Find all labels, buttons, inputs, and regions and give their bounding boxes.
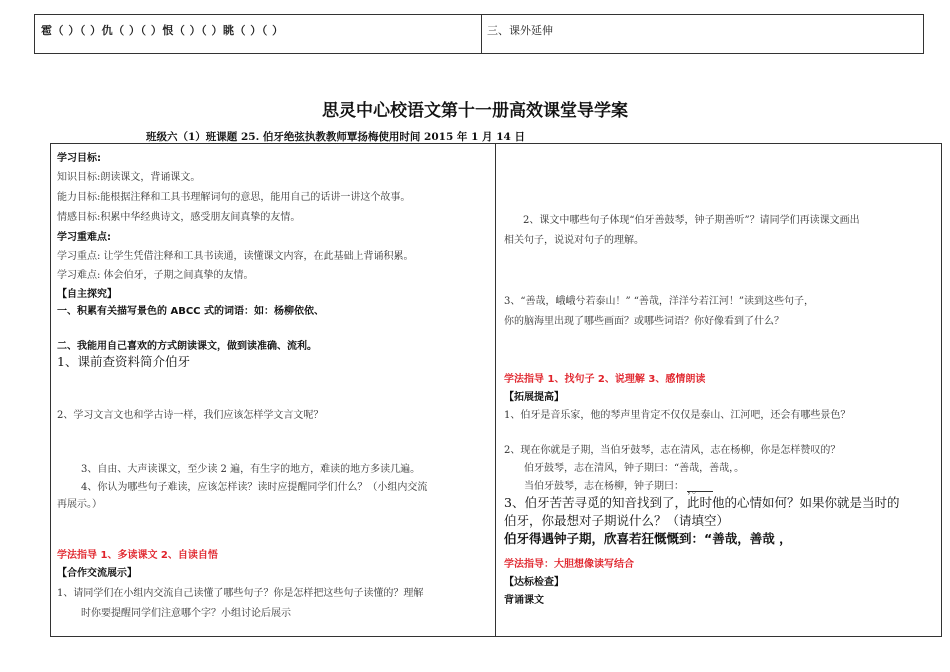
cooperation-item-line-1: 1、请同学们在小组内交流自己读懂了哪些句子？你是怎样把这些句子读懂的？理解 xyxy=(57,588,424,599)
item-2: 2、学习文言文也和学古诗一样，我们应该怎样学文言文呢？ xyxy=(57,410,324,421)
explore-heading: 【自主探究】 xyxy=(57,289,117,300)
method-guide-2: 学法指导 1、找句子 2、说理解 3、感情朗读 xyxy=(504,374,706,385)
question-2-line-1: 2、课文中哪些句子体现“伯牙善鼓琴，钟子期善听”？请同学们再读课文画出 xyxy=(523,215,860,226)
lesson-info: 班级六（1）班课题 25. 伯牙绝弦执教教师覃扬梅使用时间 2015 年 1 月 14 日 xyxy=(146,131,525,143)
pinyin-row: 雹（ ）（ ）仇（ ）（ ）恨（ ）（ ）眺（ ）（ ） xyxy=(35,15,482,53)
extension-heading: 三、课外延伸 xyxy=(487,24,553,37)
item-4-line-2: 再展示。） xyxy=(57,499,102,510)
top-table xyxy=(34,14,924,54)
cooperation-heading: 【合作交流展示】 xyxy=(57,568,137,579)
goals-heading: 学习目标: xyxy=(57,153,101,164)
lesson-table xyxy=(50,143,942,637)
difficult-point: 学习难点: 体会伯牙，子期之间真挚的友情。 xyxy=(57,270,254,281)
expand-item-2-sentence-2 xyxy=(524,477,713,496)
column-divider xyxy=(495,144,496,636)
explore-item-1: 一、积累有关描写景色的 ABCC 式的词语：如：杨柳依依、 xyxy=(57,306,325,317)
expand-heading: 【拓展提高】 xyxy=(504,392,564,403)
question-3-line-1: 3、“善哉，峨峨兮若泰山！” “善哉，洋洋兮若江河！”读到这些句子， xyxy=(504,296,814,307)
goal-knowledge: 知识目标:朗读课文，背诵课文。 xyxy=(57,172,201,183)
item-4-line-1: 4、你认为哪些句子难读，应该怎样读？读时应提醒同学们什么？（小组内交流 xyxy=(81,482,428,493)
expand-item-2-sentence-1: 伯牙鼓琴，志在清风，钟子期曰：“善哉，善哉，。 xyxy=(524,463,745,474)
item-3: 3、自由、大声读课文，至少读 2 遍，有生字的地方，难读的地方多读几遍。 xyxy=(81,464,421,475)
fill-blank[interactable]: ，。 xyxy=(687,481,713,492)
expand-item-3-line-1: 3、伯牙苦苦寻觅的知音找到了，此时他的心情如何？如果你就是当时的 xyxy=(504,495,900,510)
check-heading: 【达标检查】 xyxy=(504,577,564,588)
explore-item-2: 二、我能用自己喜欢的方式朗读课文，做到读准确、流利。 xyxy=(57,341,317,352)
question-2-line-2: 相关句子，说说对句子的理解。 xyxy=(504,235,644,246)
expand-item-3-line-2: 伯牙，你最想对子期说什么？（请填空） xyxy=(504,513,730,528)
expand-item-3-line-3: 伯牙得遇钟子期，欣喜若狂慨慨到：“善哉，善哉 ， xyxy=(504,531,792,546)
goal-emotion: 情感目标:积累中华经典诗文，感受朋友间真挚的友情。 xyxy=(57,212,301,223)
page-title: 思灵中心校语文第十一册高效课堂导学案 xyxy=(322,101,628,121)
cooperation-item-line-2: 时你要提醒同学们注意哪个字？小组讨论后展示 xyxy=(81,608,291,619)
check-item-1: 背诵课文 xyxy=(504,595,544,606)
sentence-2-text: 当伯牙鼓琴，志在杨柳，钟子期曰： xyxy=(524,481,684,492)
question-3-line-2: 你的脑海里出现了哪些画面？或哪些词语？你好像看到了什么？ xyxy=(504,316,784,327)
item-1: 1、课前查资料简介伯牙 xyxy=(57,354,190,369)
method-guide-1: 学法指导 1、多读课文 2、自读自悟 xyxy=(57,550,218,561)
goal-ability: 能力目标:能根据注释和工具书理解词句的意思，能用自己的话讲一讲这个故事。 xyxy=(57,192,411,203)
expand-item-1: 1、伯牙是音乐家，他的琴声里肯定不仅仅是泰山、江河吧，还会有哪些景色？ xyxy=(504,410,851,421)
expand-item-2: 2、现在你就是子期，当伯牙鼓琴，志在清风，志在杨柳，你是怎样赞叹的？ xyxy=(504,445,841,456)
key-point: 学习重点: 让学生凭借注释和工具书读通，读懂课文内容，在此基础上背诵积累。 xyxy=(57,251,414,262)
method-guide-3: 学法指导：大胆想像读写结合 xyxy=(504,559,634,570)
key-heading: 学习重难点: xyxy=(57,232,111,243)
